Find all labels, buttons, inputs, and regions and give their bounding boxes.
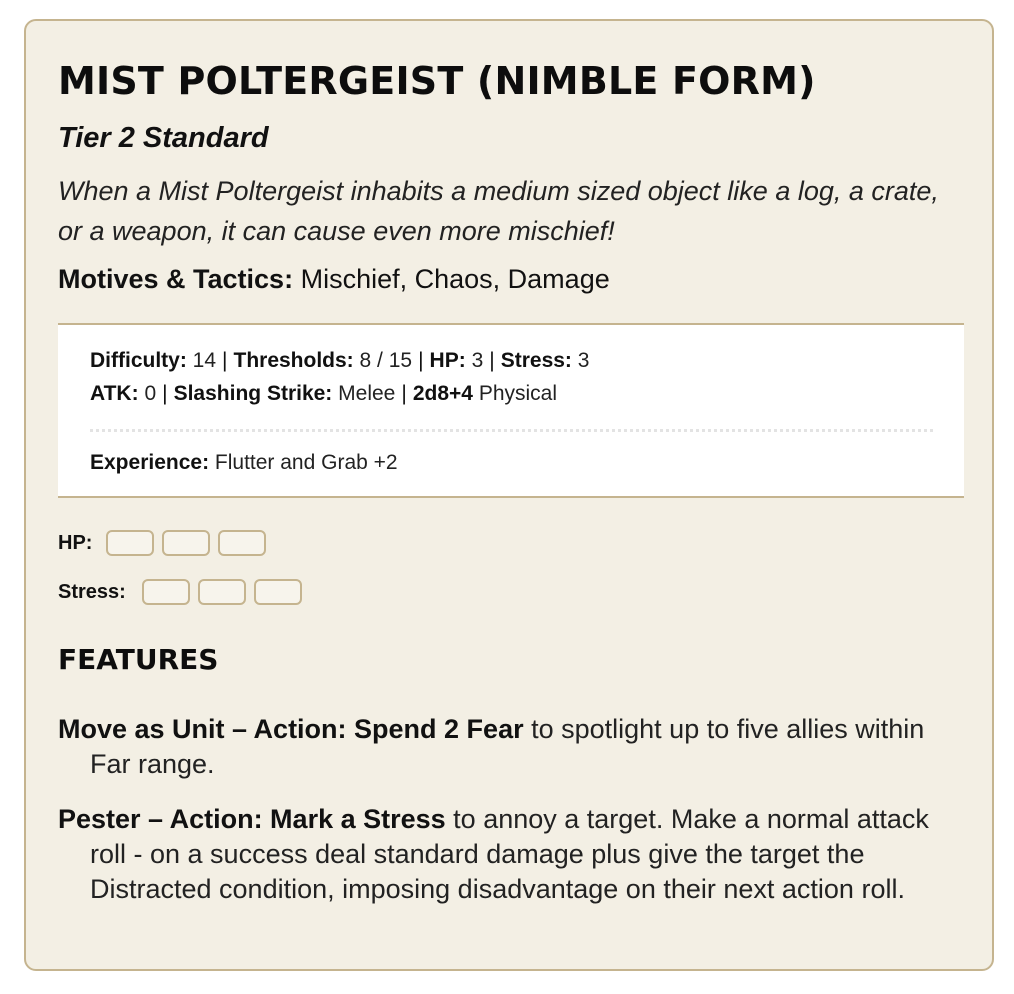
adversary-tier: Tier 2 Standard [58, 122, 269, 154]
feature-text: to spotlight up to five allies within Far range. [90, 714, 925, 779]
adversary-title: MIST POLTERGEIST (NIMBLE FORM) [58, 59, 816, 103]
hp-checkbox[interactable] [106, 530, 154, 556]
stat-line-attack [90, 382, 557, 406]
hp-tracker-label: HP: [58, 531, 93, 554]
separator: | [222, 349, 228, 372]
hp-label: HP: [429, 349, 466, 372]
hp-checkbox[interactable] [218, 530, 266, 556]
feature-name: Pester – Action: Mark a Stress [58, 804, 446, 834]
stress-checkbox[interactable] [142, 579, 190, 605]
damage-dice: 2d8+4 [412, 382, 473, 405]
stress-checkbox[interactable] [198, 579, 246, 605]
feature-name: Move as Unit – Action: Spend 2 Fear [58, 714, 524, 744]
feature-pester [58, 802, 970, 907]
stress-boxes [142, 579, 310, 605]
separator: | [489, 349, 495, 372]
thresholds-value: 8 / 15 [359, 349, 413, 372]
features-heading: FEATURES [58, 643, 219, 676]
adversary-card [24, 19, 994, 971]
stress-tracker [58, 579, 310, 605]
feature-move-as-unit [58, 712, 970, 782]
stress-label: Stress: [500, 349, 572, 372]
hp-boxes [106, 530, 274, 556]
hp-value: 3 [471, 349, 484, 372]
stat-block [58, 323, 964, 498]
stress-value: 3 [577, 349, 590, 372]
separator: | [162, 382, 168, 405]
motives-line [58, 261, 610, 297]
adversary-description: When a Mist Poltergeist inhabits a medium sized object like a log, a crate, or a weapon, it can cause even more mischief! [58, 176, 939, 246]
motives-value: Mischief, Chaos, Damage [300, 264, 610, 294]
stat-line-experience [90, 451, 398, 475]
difficulty-label: Difficulty: [90, 349, 187, 372]
stress-checkbox[interactable] [254, 579, 302, 605]
damage-type: Physical [478, 382, 558, 405]
attack-range: Melee [338, 382, 396, 405]
atk-value: 0 [144, 382, 157, 405]
stat-line-defense [90, 349, 589, 373]
dotted-divider [90, 429, 933, 432]
stress-tracker-label: Stress: [58, 580, 126, 603]
separator: | [401, 382, 407, 405]
difficulty-value: 14 [192, 349, 217, 372]
experience-value: Flutter and Grab +2 [214, 451, 398, 474]
atk-label: ATK: [90, 382, 139, 405]
hp-checkbox[interactable] [162, 530, 210, 556]
experience-label: Experience: [90, 451, 210, 474]
thresholds-label: Thresholds: [233, 349, 354, 372]
hp-tracker [58, 530, 274, 556]
motives-label: Motives & Tactics: [58, 264, 294, 294]
attack-name: Slashing Strike: [173, 382, 333, 405]
separator: | [418, 349, 424, 372]
feature-text: to annoy a target. Make a normal attack roll - on a success deal standard damage plus give the target the Distracted condition, imposing disadvantage on their next action roll. [90, 804, 929, 904]
